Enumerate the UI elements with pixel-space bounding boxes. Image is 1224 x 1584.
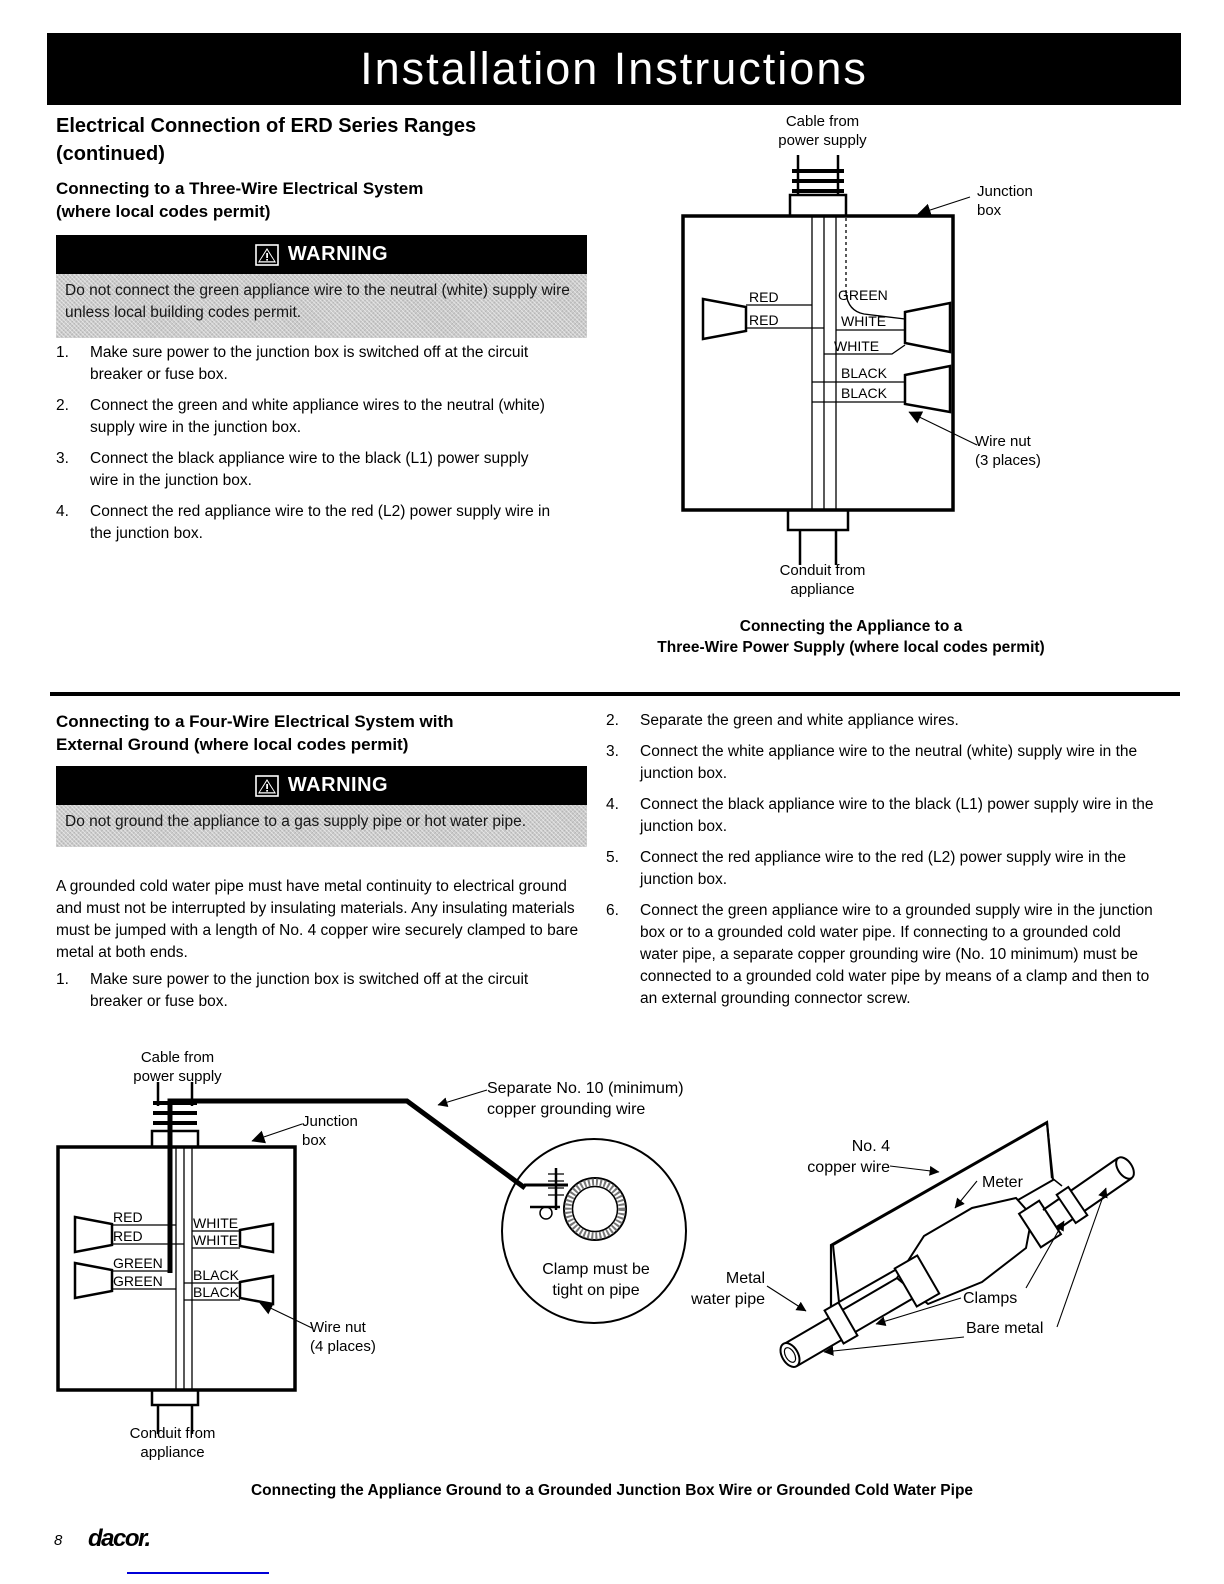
wire-nut-label: Wire nut (3 places): [975, 433, 1041, 469]
wire-label-red: RED: [749, 289, 779, 305]
no4-copper-wire-label: No. 4 copper wire: [807, 1138, 890, 1176]
warning-box-three-wire: [56, 235, 587, 338]
clamps-label: Clamps: [963, 1290, 1018, 1307]
list-item: [56, 501, 561, 545]
four-wire-steps-right: [606, 710, 1160, 1019]
list-item: [56, 395, 561, 439]
wire-label-white: WHITE: [841, 313, 887, 329]
conduit-from-appliance-label: Conduit from appliance: [779, 562, 866, 598]
list-item: [606, 710, 1160, 732]
page-number: 8: [54, 1532, 63, 1549]
brand-logo: dacor.: [88, 1525, 150, 1552]
four-wire-steps-left: [56, 969, 561, 1022]
wire-nut-label: Wire nut (4 places): [310, 1319, 376, 1355]
step-number: 5.: [606, 849, 619, 866]
section-heading-erd: Electrical Connection of ERD Series Ranges (continued): [56, 115, 477, 165]
step-number: 2.: [606, 712, 619, 729]
bare-metal-label: Bare metal: [966, 1320, 1044, 1337]
list-item: [606, 847, 1160, 891]
conduit-from-appliance-label: Conduit from appliance: [129, 1425, 216, 1461]
wire-label-black: BLACK: [193, 1284, 239, 1300]
warning-title: WARNING: [287, 774, 389, 796]
page-title: Installation Instructions: [360, 43, 868, 94]
step-number: 1.: [56, 344, 69, 361]
subheading-three-wire: Connecting to a Three-Wire Electrical System (where local codes permit): [56, 179, 424, 221]
wire-label-black: BLACK: [841, 365, 887, 381]
wire-label-black: BLACK: [193, 1267, 239, 1283]
step-text: Connect the black appliance wire to the black (L1) power supply wire in the junction box.: [90, 450, 529, 489]
figure-caption-three-wire: Connecting the Appliance to a Three-Wire Power Supply (where local codes permit): [657, 618, 1045, 656]
clamp-note-label: Clamp must be tight on pipe: [542, 1261, 650, 1299]
warning-icon: [255, 775, 279, 797]
list-item: [56, 448, 561, 492]
step-number: 2.: [56, 397, 69, 414]
step-text: Connect the green appliance wire to a grounded supply wire in the junction box or to a grounded cold water pipe. If connecting to a grounded cold water pipe, a separate copper grounding wire (No. 10 minimum) must be connected to a grounded cold water pipe by means of a clamp and then to an external grounding connector screw.: [640, 902, 1153, 1007]
junction-box-3wire-lines: [683, 155, 977, 565]
three-wire-steps: [56, 342, 561, 554]
step-text: Connect the red appliance wire to the red (L2) power supply wire in the junction box.: [640, 849, 1126, 888]
wire-label-red: RED: [113, 1209, 143, 1225]
step-number: 3.: [606, 743, 619, 760]
figure-caption-four-wire: Connecting the Appliance Ground to a Grounded Junction Box Wire or Grounded Cold Water Pipe: [250, 1482, 974, 1499]
junction-box-4wire-lines: [58, 1082, 312, 1434]
wire-label-red: RED: [749, 312, 779, 328]
cable-from-power-supply-label: Cable from power supply: [778, 113, 867, 149]
metal-water-pipe-label: Metal water pipe: [691, 1270, 765, 1308]
step-text: Make sure power to the junction box is switched off at the circuit breaker or fuse box.: [90, 971, 529, 1010]
wire-label-white: WHITE: [193, 1232, 239, 1248]
wire-label-green: GREEN: [838, 287, 888, 303]
step-text: Connect the white appliance wire to the neutral (white) supply wire in the junction box.: [640, 743, 1138, 782]
step-number: 6.: [606, 902, 619, 919]
step-text: Connect the red appliance wire to the red (L2) power supply wire in the junction box.: [90, 503, 551, 542]
list-item: [606, 741, 1160, 785]
step-number: 3.: [56, 450, 69, 467]
warning-text: Do not connect the green appliance wire to the neutral (white) supply wire unless local building codes permit.: [56, 274, 587, 338]
wire-label-red: RED: [113, 1228, 143, 1244]
warning-box-four-wire: [56, 766, 587, 847]
step-text: Connect the green and white appliance wires to the neutral (white) supply wire in the junction box.: [90, 397, 545, 436]
warning-icon: [255, 244, 279, 266]
footer-link[interactable]: [127, 1572, 269, 1574]
list-item: [56, 342, 561, 386]
meter-label: Meter: [982, 1174, 1023, 1191]
grounding-paragraph: A grounded cold water pipe must have metal continuity to electrical ground and must not be interrupted by insulating materials. Any insulating materials must be jumped with a length of No. 4 copper wire securely clamped to bare metal at both ends.: [56, 878, 579, 961]
list-item: [56, 969, 561, 1013]
subheading-four-wire: Connecting to a Four-Wire Electrical System with External Ground (where local codes permit): [56, 712, 454, 754]
warning-text: Do not ground the appliance to a gas supply pipe or hot water pipe.: [56, 805, 587, 847]
wire-label-green: GREEN: [113, 1273, 163, 1289]
junction-box-label: Junction box: [977, 183, 1033, 219]
wire-label-black: BLACK: [841, 385, 887, 401]
three-wire-junction-box-drawing: [640, 105, 1224, 625]
step-text: Connect the black appliance wire to the black (L1) power supply wire in the junction box.: [640, 796, 1154, 835]
warning-banner: [56, 766, 587, 805]
step-number: 1.: [56, 971, 69, 988]
step-text: Separate the green and white appliance wires.: [640, 712, 959, 729]
step-text: Make sure power to the junction box is switched off at the circuit breaker or fuse box.: [90, 344, 529, 383]
warning-banner: [56, 235, 587, 274]
step-number: 4.: [606, 796, 619, 813]
cable-from-power-supply-label: Cable from power supply: [133, 1049, 222, 1085]
wire-label-white: WHITE: [834, 338, 880, 354]
page-header-bar: [47, 33, 1181, 105]
list-item: [606, 794, 1160, 838]
copper-grounding-wire-label: Separate No. 10 (minimum) copper grounding wire: [487, 1080, 684, 1118]
step-number: 4.: [56, 503, 69, 520]
list-item: [606, 900, 1160, 1010]
wire-label-white: WHITE: [193, 1215, 239, 1231]
section-divider: [50, 692, 1180, 696]
junction-box-label: Junction box: [302, 1113, 358, 1149]
warning-title: WARNING: [287, 243, 389, 265]
wire-label-green: GREEN: [113, 1255, 163, 1271]
